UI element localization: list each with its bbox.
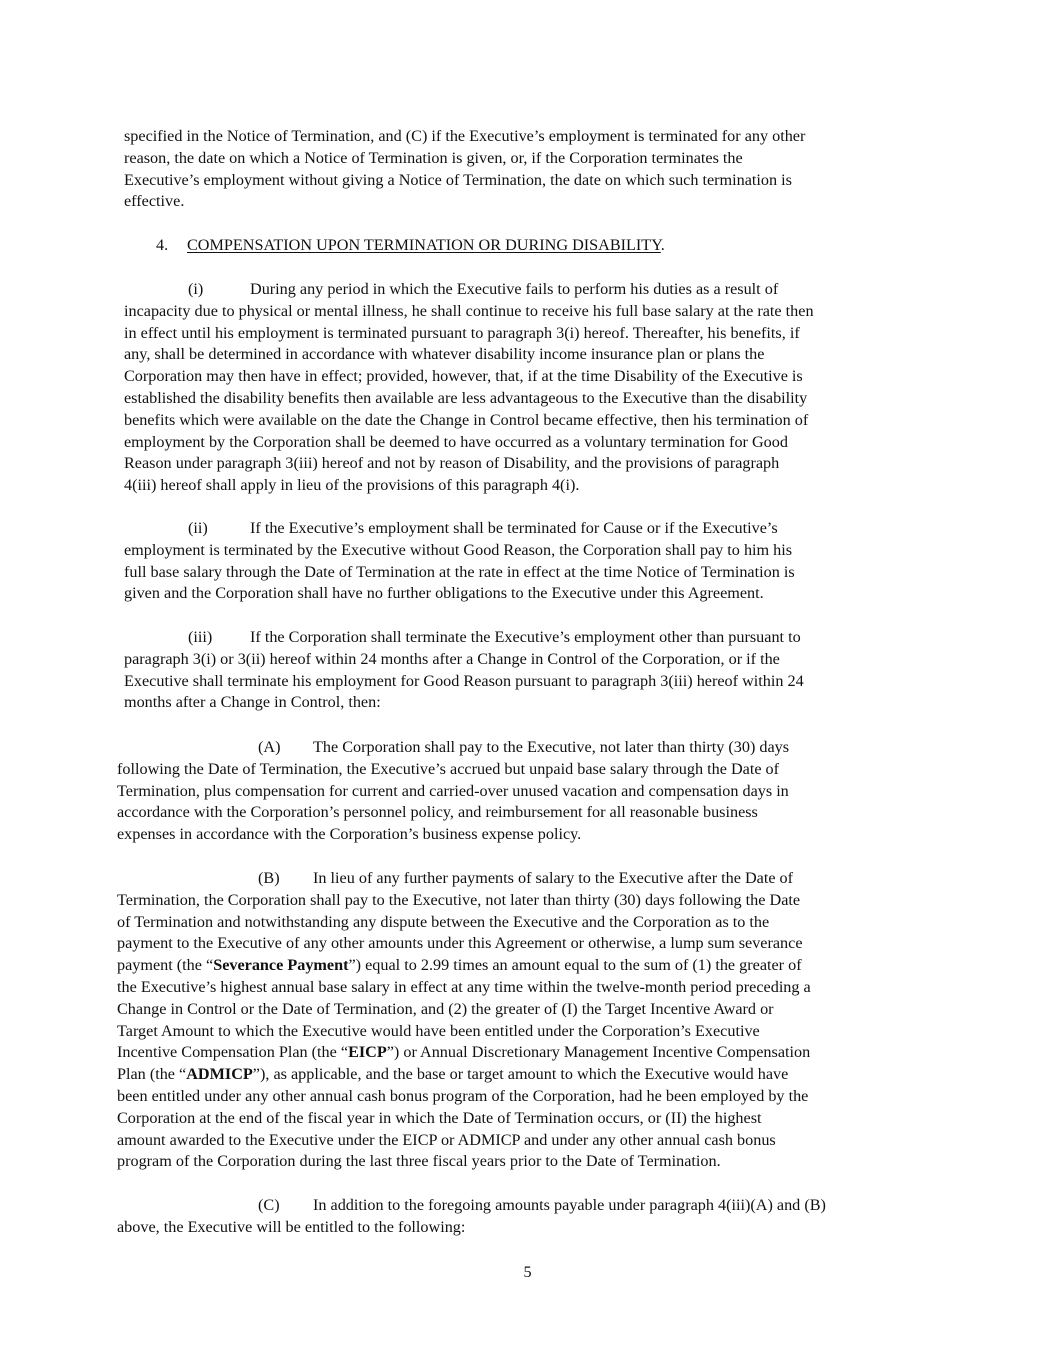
text-line: Reason under paragraph 3(iii) hereof and not by reason of Disability, and the provisions of paragraph: [124, 454, 780, 473]
eicp-line: [117, 1042, 811, 1064]
intro-paragraph: [124, 126, 805, 213]
text-run: Plan (the “: [117, 1065, 187, 1084]
paragraph-first-line: [117, 737, 789, 759]
paragraph-marker: (B): [258, 869, 280, 887]
text-line: accordance with the Corporation’s personnel policy, and reimbursement for all reasonable business: [117, 803, 758, 822]
paragraph-first-line: [124, 279, 814, 301]
page-number: 5: [523, 1263, 532, 1281]
text-line: effective.: [124, 192, 185, 211]
text-line: any, shall be determined in accordance with whatever disability income insurance plan or plans the: [124, 345, 765, 364]
text-line: Termination, plus compensation for current and carried-over unused vacation and compensation days in: [117, 781, 789, 800]
text-line: Corporation may then have in effect; provided, however, that, if at the time Disability of the Executive is: [124, 367, 803, 386]
text-line: program of the Corporation during the last three fiscal years prior to the Date of Termination.: [117, 1152, 721, 1171]
text-line: of Termination and notwithstanding any dispute between the Executive and the Corporation as to the: [117, 912, 770, 931]
paragraph-first-line: [124, 627, 804, 649]
text-line: specified in the Notice of Termination, and (C) if the Executive’s employment is terminated for any other: [124, 127, 806, 145]
text-line: given and the Corporation shall have no further obligations to the Executive under this Agreement.: [124, 584, 764, 603]
text-line: 4(iii) hereof shall apply in lieu of the provisions of this paragraph 4(i).: [124, 476, 580, 495]
defined-term: EICP: [348, 1043, 387, 1062]
text-line: the Executive’s highest annual base salary in effect at any time within the twelve-month period preceding a: [117, 977, 811, 996]
paragraph-iii: [124, 627, 804, 714]
text-line: employment is terminated by the Executive without Good Reason, the Corporation shall pay to him his: [124, 540, 793, 559]
paragraph-marker: (A): [258, 738, 281, 756]
text-line: been entitled under any other annual cash bonus program of the Corporation, had he been employed by the: [117, 1086, 809, 1105]
text-run: Incentive Compensation Plan (the “: [117, 1043, 349, 1062]
text-line: Corporation at the end of the fiscal year in which the Date of Termination occurs, or (II) the highest: [117, 1108, 762, 1127]
severance-line: [117, 955, 811, 977]
text-line: paragraph 3(i) or 3(ii) hereof within 24 months after a Change in Control of the Corporation, or if the: [124, 649, 780, 668]
text-run: ”), as applicable, and the base or target amount to which the Executive would have: [252, 1065, 789, 1084]
paragraph-first-line: [124, 518, 795, 540]
text-line: Executive’s employment without giving a Notice of Termination, the date on which such termination is: [124, 170, 792, 189]
text-line: expenses in accordance with the Corporation’s business expense policy.: [117, 825, 582, 844]
text-line: Target Amount to which the Executive would have been entitled under the Corporation’s Executive: [117, 1021, 760, 1040]
section-number: 4.: [156, 236, 169, 254]
text-line: Termination, the Corporation shall pay to the Executive, not later than thirty (30) days following the Date: [117, 890, 801, 909]
text-run: During any period in which the Executive fails to perform his duties as a result of: [250, 280, 779, 298]
text-line: employment by the Corporation shall be deemed to have occurred as a voluntary termination for Good: [124, 432, 788, 451]
paragraph-marker: (C): [258, 1196, 280, 1214]
admicp-line: [117, 1064, 811, 1086]
text-line: following the Date of Termination, the Executive’s accrued but unpaid base salary through the Date of: [117, 759, 780, 778]
text-line: payment to the Executive of any other amounts under this Agreement or otherwise, a lump sum severance: [117, 934, 803, 953]
text-line: reason, the date on which a Notice of Termination is given, or, if the Corporation terminates the: [124, 148, 743, 167]
paragraph-marker: (i): [188, 280, 204, 298]
paragraph-i: [124, 279, 814, 497]
paragraph-C: [117, 1195, 826, 1239]
text-line: Change in Control or the Date of Termination, and (2) the greater of (I) the Target Incentive Award or: [117, 999, 774, 1018]
text-run: In addition to the foregoing amounts payable under paragraph 4(iii)(A) and (B): [313, 1196, 826, 1214]
paragraph-B: [117, 868, 811, 1173]
text-line: amount awarded to the Executive under the EICP or ADMICP and under any other annual cash bonus: [117, 1130, 776, 1149]
paragraph-first-line: [117, 1195, 826, 1217]
text-line: in effect until his employment is terminated pursuant to paragraph 3(i) hereof. Thereafter, his benefits, if: [124, 323, 800, 342]
paragraph-ii: [124, 518, 795, 605]
text-line: above, the Executive will be entitled to the following:: [117, 1217, 466, 1236]
paragraph-marker: (iii): [188, 628, 213, 646]
text-line: full base salary through the Date of Termination at the rate in effect at the time Notice of Termination is: [124, 562, 795, 581]
defined-term: Severance Payment: [213, 956, 349, 975]
defined-term: ADMICP: [186, 1065, 253, 1084]
text-line: established the disability benefits then available are less advantageous to the Executive than the disability: [124, 388, 808, 407]
text-run: If the Executive’s employment shall be terminated for Cause or if the Executive’s: [250, 519, 778, 537]
paragraph-first-line: [117, 868, 811, 890]
section-title-period: .: [660, 236, 665, 254]
text-run: If the Corporation shall terminate the Executive’s employment other than pursuant to: [250, 628, 801, 646]
text-line: benefits which were available on the date the Change in Control became effective, then his termination of: [124, 410, 809, 429]
section-heading: [156, 235, 665, 257]
text-run: payment (the “: [117, 956, 214, 975]
paragraph-marker: (ii): [188, 519, 208, 537]
text-run: In lieu of any further payments of salary to the Executive after the Date of: [313, 869, 794, 887]
text-line: incapacity due to physical or mental illness, he shall continue to receive his full base salary at the rate then: [124, 301, 814, 320]
paragraph-A: [117, 737, 789, 846]
text-line: months after a Change in Control, then:: [124, 693, 381, 712]
text-line: Executive shall terminate his employment for Good Reason pursuant to paragraph 3(iii) hereof within 24: [124, 671, 804, 690]
text-run: ”) equal to 2.99 times an amount equal to the sum of (1) the greater of: [348, 956, 802, 975]
text-run: ”) or Annual Discretionary Management Incentive Compensation: [386, 1043, 811, 1062]
section-title: COMPENSATION UPON TERMINATION OR DURING DISABILITY: [187, 236, 661, 254]
text-run: The Corporation shall pay to the Executive, not later than thirty (30) days: [313, 738, 790, 756]
